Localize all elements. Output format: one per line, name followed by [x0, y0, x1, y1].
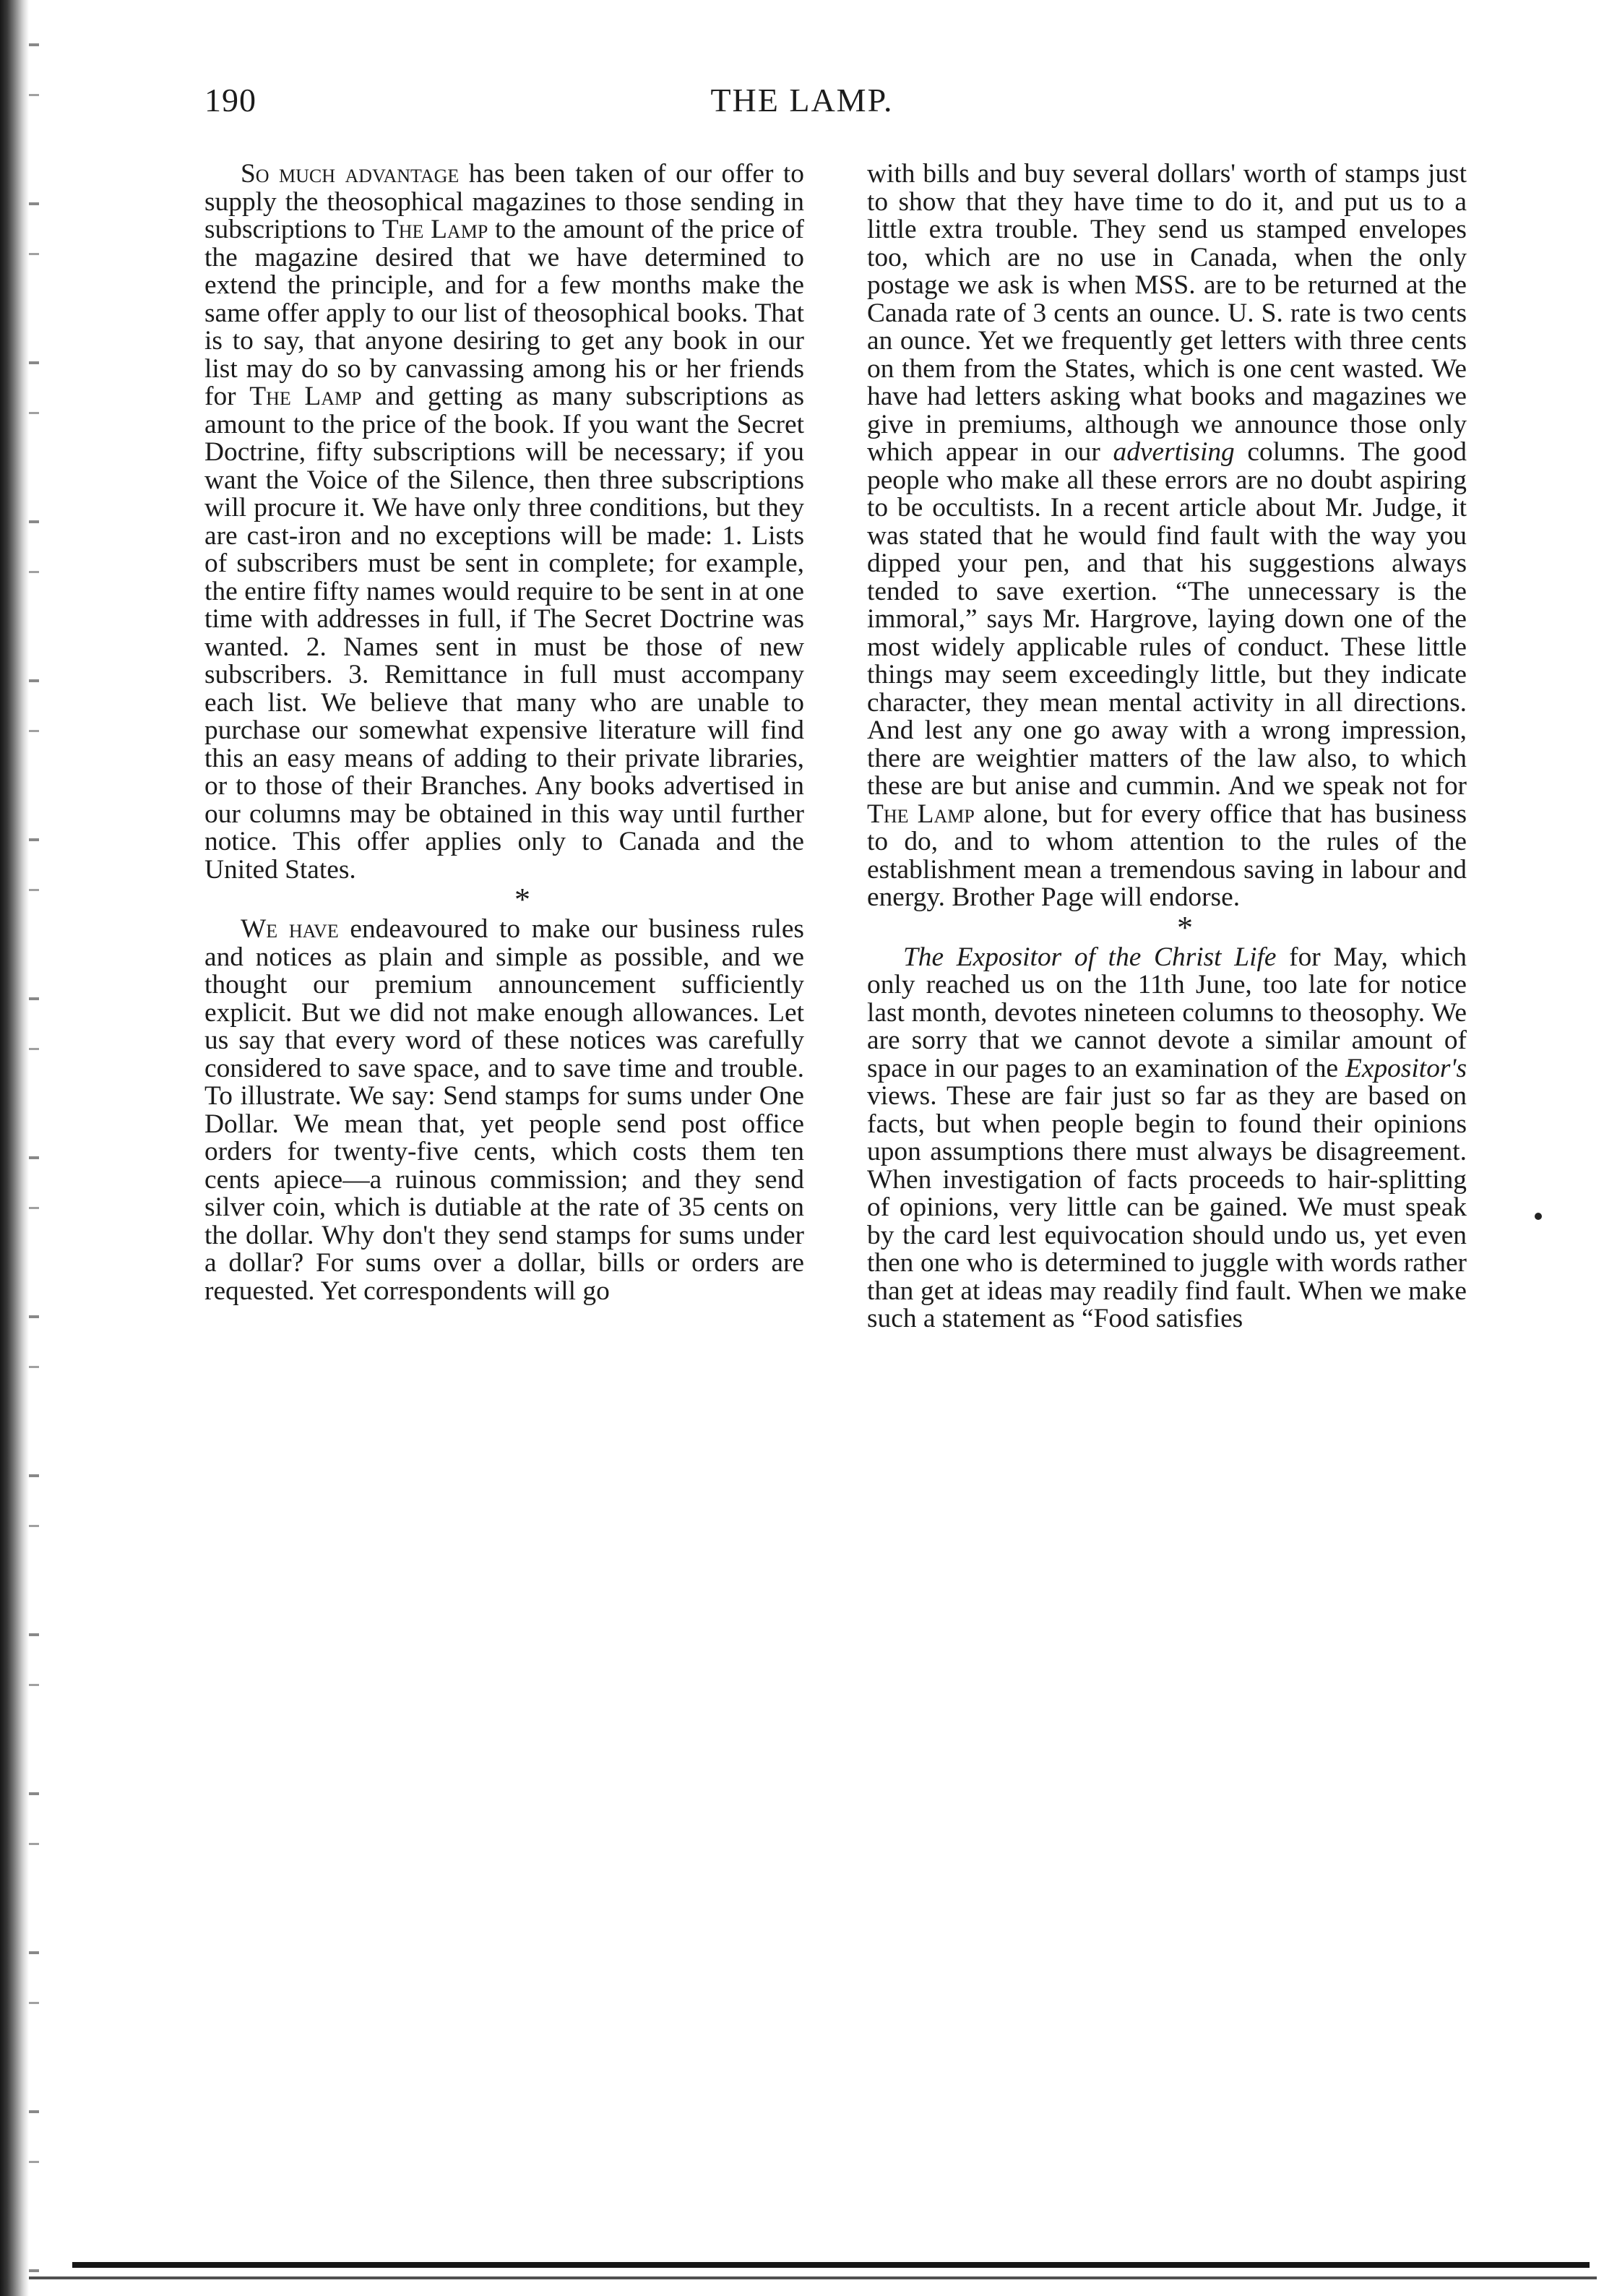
section-separator: * [1177, 909, 1193, 945]
paragraph-text: views. These are fair just so far as they are based on facts, but when people begin to found their opinions upon assumptions there must always be disagreement. When investigation of facts proceeds to hair-splitting of opinions, very little can be gained. We must speak by the card lest equivocation should undo us, yet even then one who is determined to juggle with words rather than get at ideas may readily find fault. When we make such a statement as “Food satisfies [867, 1081, 1467, 1333]
paragraph-text: columns. The good people who make all these errors are no doubt aspiring to be occultists. In a recent article about Mr. Judge, it was stated that he would find fault with the way you dipped your pen, and that his suggestions always tended to save exertion. “The unnecessary is the immoral,” says Mr. Hargrove, laying down one of the most widely applicable rules of conduct. These little things may seem exceedingly little, but they indicate character, they mean mental activity in all directions. And lest any one go away with a wrong impression, there are weightier matters of the law also, to which these are but anise and cummin. And we speak not for [867, 437, 1467, 801]
magazine-name: The Lamp [249, 382, 362, 411]
paragraph-text: for May, which only reached us on the 11th June, too late for notice last month, devotes nineteen columns to theosophy. We are sorry that we cannot devote a similar amount of space in our pages to an examination of the [867, 942, 1467, 1083]
binding-specks [29, 0, 39, 2296]
paragraph-text: to the amount of the price of the magazine desired that we have determined to extend the principle, and for a few months make the same offer apply to our list of theosophical books. That is to say, that anyone desiring to get any book in our list may do so by canvassing among his or her friends for [204, 215, 804, 411]
magazine-name: The Lamp [867, 799, 975, 829]
running-title: THE LAMP. [710, 82, 894, 119]
paragraph-business-rules [204, 916, 804, 1305]
bottom-edge-rule [72, 2262, 1590, 2268]
page-number: 190 [204, 82, 256, 119]
page-binding-edge [0, 0, 29, 2296]
paragraph-business-rules-continued [867, 160, 1467, 912]
magazine-name: The Lamp [381, 215, 488, 244]
paragraph-book-offer [204, 160, 804, 884]
paragraph-text: and getting as many subscriptions as amount to the price of the book. If you want the Secret Doctrine, fifty subscriptions will be necessary; if you want the Voice of the Silence, then three subscriptions will procure it. We have only three conditions, but they are cast-iron and no exceptions will be made: 1. Lists of subscribers must be sent in complete; for example, the entire fifty names would require to be sent in at one time with addresses in full, if The Secret Doctrine was wanted. 2. Names sent in must be those of new subscribers. 3. Remittance in full must accompany each list. We believe that many who are unable to purchase our somewhat expensive literature will find this an easy means of adding to their private libraries, or to those of their Branches. Any books advertised in our columns may be obtained in this way until further notice. This offer applies only to Canada and the United States. [204, 382, 804, 885]
publication-title: The Expositor of the Christ Life [903, 942, 1277, 972]
section-separator: * [514, 882, 530, 917]
publication-title-possessive: Expositor's [1345, 1053, 1467, 1083]
paragraph-text: has been taken of our offer to supply the theosophical magazines to those sending in subscriptions to [204, 159, 805, 244]
print-speck [1535, 1213, 1542, 1220]
paragraph-text: alone, but for every office that has business to do, and to whom attention to the rules of the establishment mean a tremendous saving in labour and energy. Brother Page will endorse. [867, 799, 1467, 912]
page-header [0, 81, 1604, 124]
paragraph-text: endeavoured to make our business rules and notices as plain and simple as possible, and we thought our premium announcement sufficiently explicit. But we did not make enough allowances. Let us say that every word of these notices was carefully considered to save space, and to save time and trouble. To illustrate. We say: Send stamps for sums under One Dollar. We mean that, yet people send post office orders for twenty-five cents, which costs them ten cents apiece—a ruinous commission; and they send silver coin, which is dutiable at the rate of 35 cents on the dollar. Why don't they send stamps for sums under a dollar? For sums over a dollar, bills or orders are requested. Yet correspondents will go [204, 914, 804, 1306]
bottom-edge-shadow [29, 2276, 1597, 2279]
paragraph-expositor-review [867, 944, 1467, 1333]
paragraph-lead-words: So much advantage [241, 159, 460, 189]
paragraph-text: with bills and buy several dollars' worth of stamps just to show that they have time to do it, and put us to a little extra trouble. They send us stamped envelopes too, which are no use in Canada, when the only postage we ask is when MSS. are to be returned at the Canada rate of 3 cents an ounce. U. S. rate is two cents an ounce. Yet we frequently get letters with three cents on them from the States, which is one cent wasted. We have had letters asking what books and magazines we give in premiums, although we announce those only which appear in our [867, 159, 1467, 467]
paragraph-lead-words: We have [241, 914, 339, 944]
right-column [867, 160, 1467, 1333]
emphasis-advertising: advertising [1113, 437, 1235, 467]
left-column [204, 160, 804, 1305]
